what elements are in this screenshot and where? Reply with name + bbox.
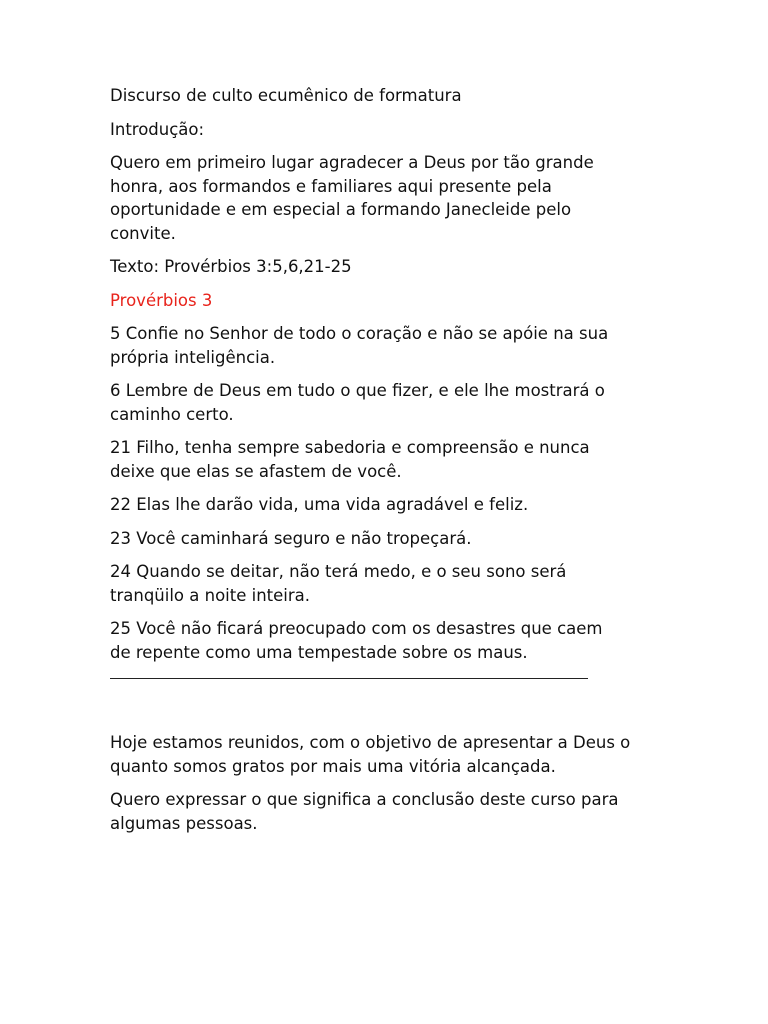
verse-24: 24 Quando se deitar, não terá medo, e o seu sono será tranqüilo a noite inteira. bbox=[110, 562, 567, 605]
verse-5: 5 Confie no Senhor de todo o coração e não se apóie na sua própria inteligência. bbox=[110, 324, 609, 367]
document-content bbox=[110, 84, 670, 845]
text-reference: Texto: Provérbios 3:5,6,21-25 bbox=[110, 257, 352, 276]
body-paragraph: Hoje estamos reunidos, com o objetivo de apresentar a Deus o quanto somos gratos por mais uma vitória alcançada. bbox=[110, 733, 631, 776]
verse-23: 23 Você caminhará seguro e não tropeçará. bbox=[110, 528, 472, 548]
intro-label: Introdução: bbox=[110, 119, 205, 139]
document-title: Discurso de culto ecumênico de formatura bbox=[110, 86, 462, 105]
chapter-heading: Provérbios 3 bbox=[110, 290, 213, 310]
verse-21: 21 Filho, tenha sempre sabedoria e compreensão e nunca deixe que elas se afastem de você. bbox=[110, 438, 590, 481]
body-paragraph: Quero expressar o que significa a conclusão deste curso para algumas pessoas. bbox=[110, 790, 619, 833]
section-spacer bbox=[110, 679, 670, 731]
verse-22: 22 Elas lhe darão vida, uma vida agradável e feliz. bbox=[110, 495, 529, 514]
verse-6: 6 Lembre de Deus em tudo o que fizer, e ele lhe mostrará o caminho certo. bbox=[110, 381, 605, 424]
intro-paragraph: Quero em primeiro lugar agradecer a Deus por tão grande honra, aos formandos e familiares aqui presente pela oportunidade e em especial a formando Janecleide pelo convite. bbox=[110, 153, 594, 243]
verse-25: 25 Você não ficará preocupado com os desastres que caem de repente como uma tempestade sobre os maus. bbox=[110, 619, 603, 662]
